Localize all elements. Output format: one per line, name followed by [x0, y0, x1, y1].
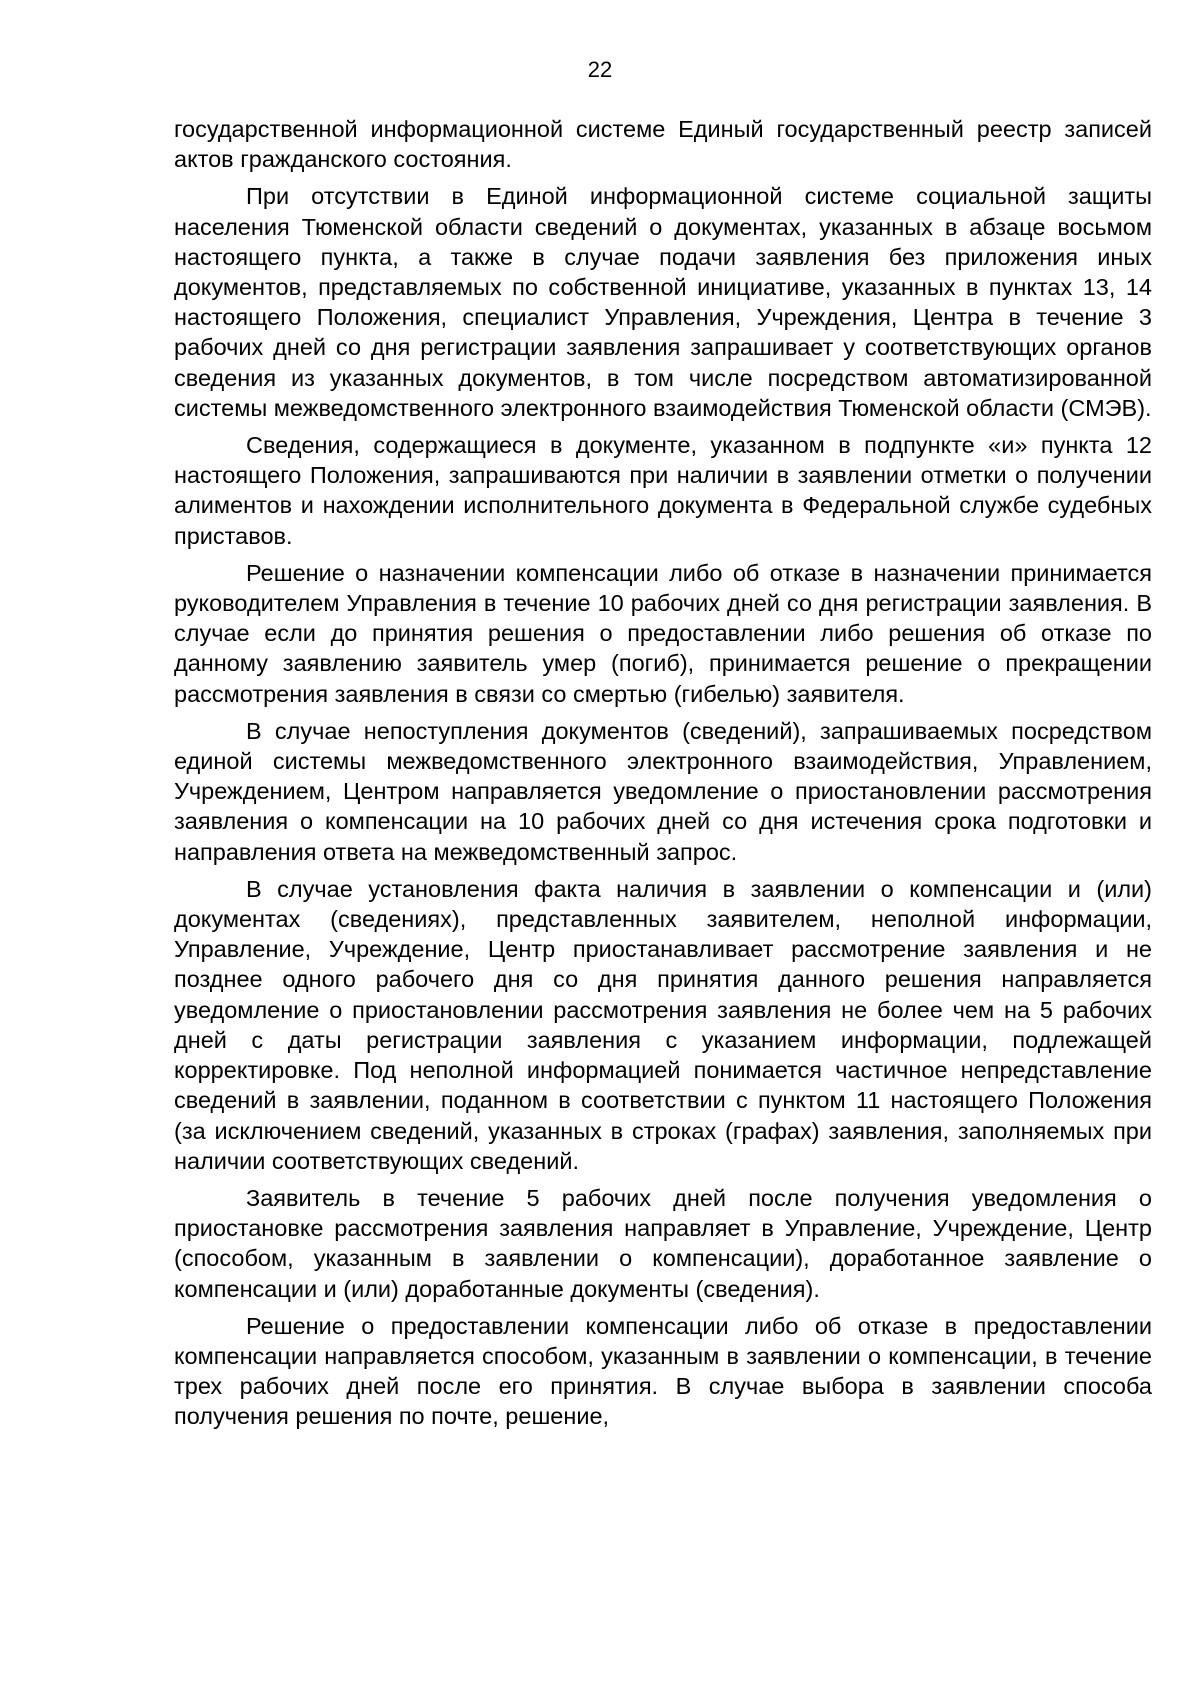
paragraph-6: В случае установления факта наличия в заявлении о компенсации и (или) документах (сведениях), представленных заявителем, неполной информации, Управление, Учреждение, Центр приостанавливает рассмотрение заявления и не позднее одного рабочего дня со дня принятия данного решения направляется уведомление о приостановлении рассмотрения заявления не более чем на 5 рабочих дней с даты регистрации заявления с указанием информации, подлежащей корректировке. Под неполной информацией понимается частичное непредставление сведений в заявлении, поданном в соответствии с пунктом 11 настоящего Положения (за исключением сведений, указанных в строках (графах) заявления, заполняемых при наличии соответствующих сведений.: [174, 875, 1152, 1174]
paragraph-1: государственной информационной системе Единый государственный реестр записей актов гражданского состояния.: [174, 116, 1152, 173]
paragraph-3: Сведения, содержащиеся в документе, указанном в подпункте «и» пункта 12 настоящего Положения, запрашиваются при наличии в заявлении отметки о получении алиментов и нахождении исполнительного документа в Федеральной службе судебных приставов.: [174, 432, 1152, 549]
paragraph-7: Заявитель в течение 5 рабочих дней после получения уведомления о приостановке рассмотрения заявления направляет в Управление, Учреждение, Центр (способом, указанным в заявлении о компенсации), доработанное заявление о компенсации и (или) доработанные документы (сведения).: [174, 1184, 1152, 1302]
paragraph-8: Решение о предоставлении компенсации либо об отказе в предоставлении компенсации направляется способом, указанным в заявлении о компенсации, в течение трех рабочих дней после его принятия. В случае выбора в заявлении способа получения решения по почте, решение,: [174, 1312, 1152, 1430]
paragraph-4: Решение о назначении компенсации либо об отказе в назначении принимается руководителем Управления в течение 10 рабочих дней со дня регистрации заявления. В случае если до принятия решения о предоставлении либо решения об отказе по данному заявлению заявитель умер (погиб), принимается решение о прекращении рассмотрения заявления в связи со смертью (гибелью) заявителя.: [174, 559, 1152, 707]
paragraph-5: В случае непоступления документов (сведений), запрашиваемых посредством единой системы межведомственного электронного взаимодействия, Управлением, Учреждением, Центром направляется уведомление о приостановлении рассмотрения заявления о компенсации на 10 рабочих дней со дня истечения срока подготовки и направления ответа на межведомственный запрос.: [174, 717, 1152, 865]
document-body: [174, 114, 1152, 1432]
page-number: 22: [587, 57, 613, 82]
paragraph-2: При отсутствии в Единой информационной системе социальной защиты населения Тюменской области сведений о документах, указанных в абзаце восьмом настоящего пункта, а также в случае подачи заявления без приложения иных документов, представляемых по собственной инициативе, указанных в пунктах 13, 14 настоящего Положения, специалист Управления, Учреждения, Центра в течение 3 рабочих дней со дня регистрации заявления запрашивает у соответствующих органов сведения из указанных документов, в том числе посредством автоматизированной системы межведомственного электронного взаимодействия Тюменской области (СМЭВ).: [174, 183, 1152, 421]
